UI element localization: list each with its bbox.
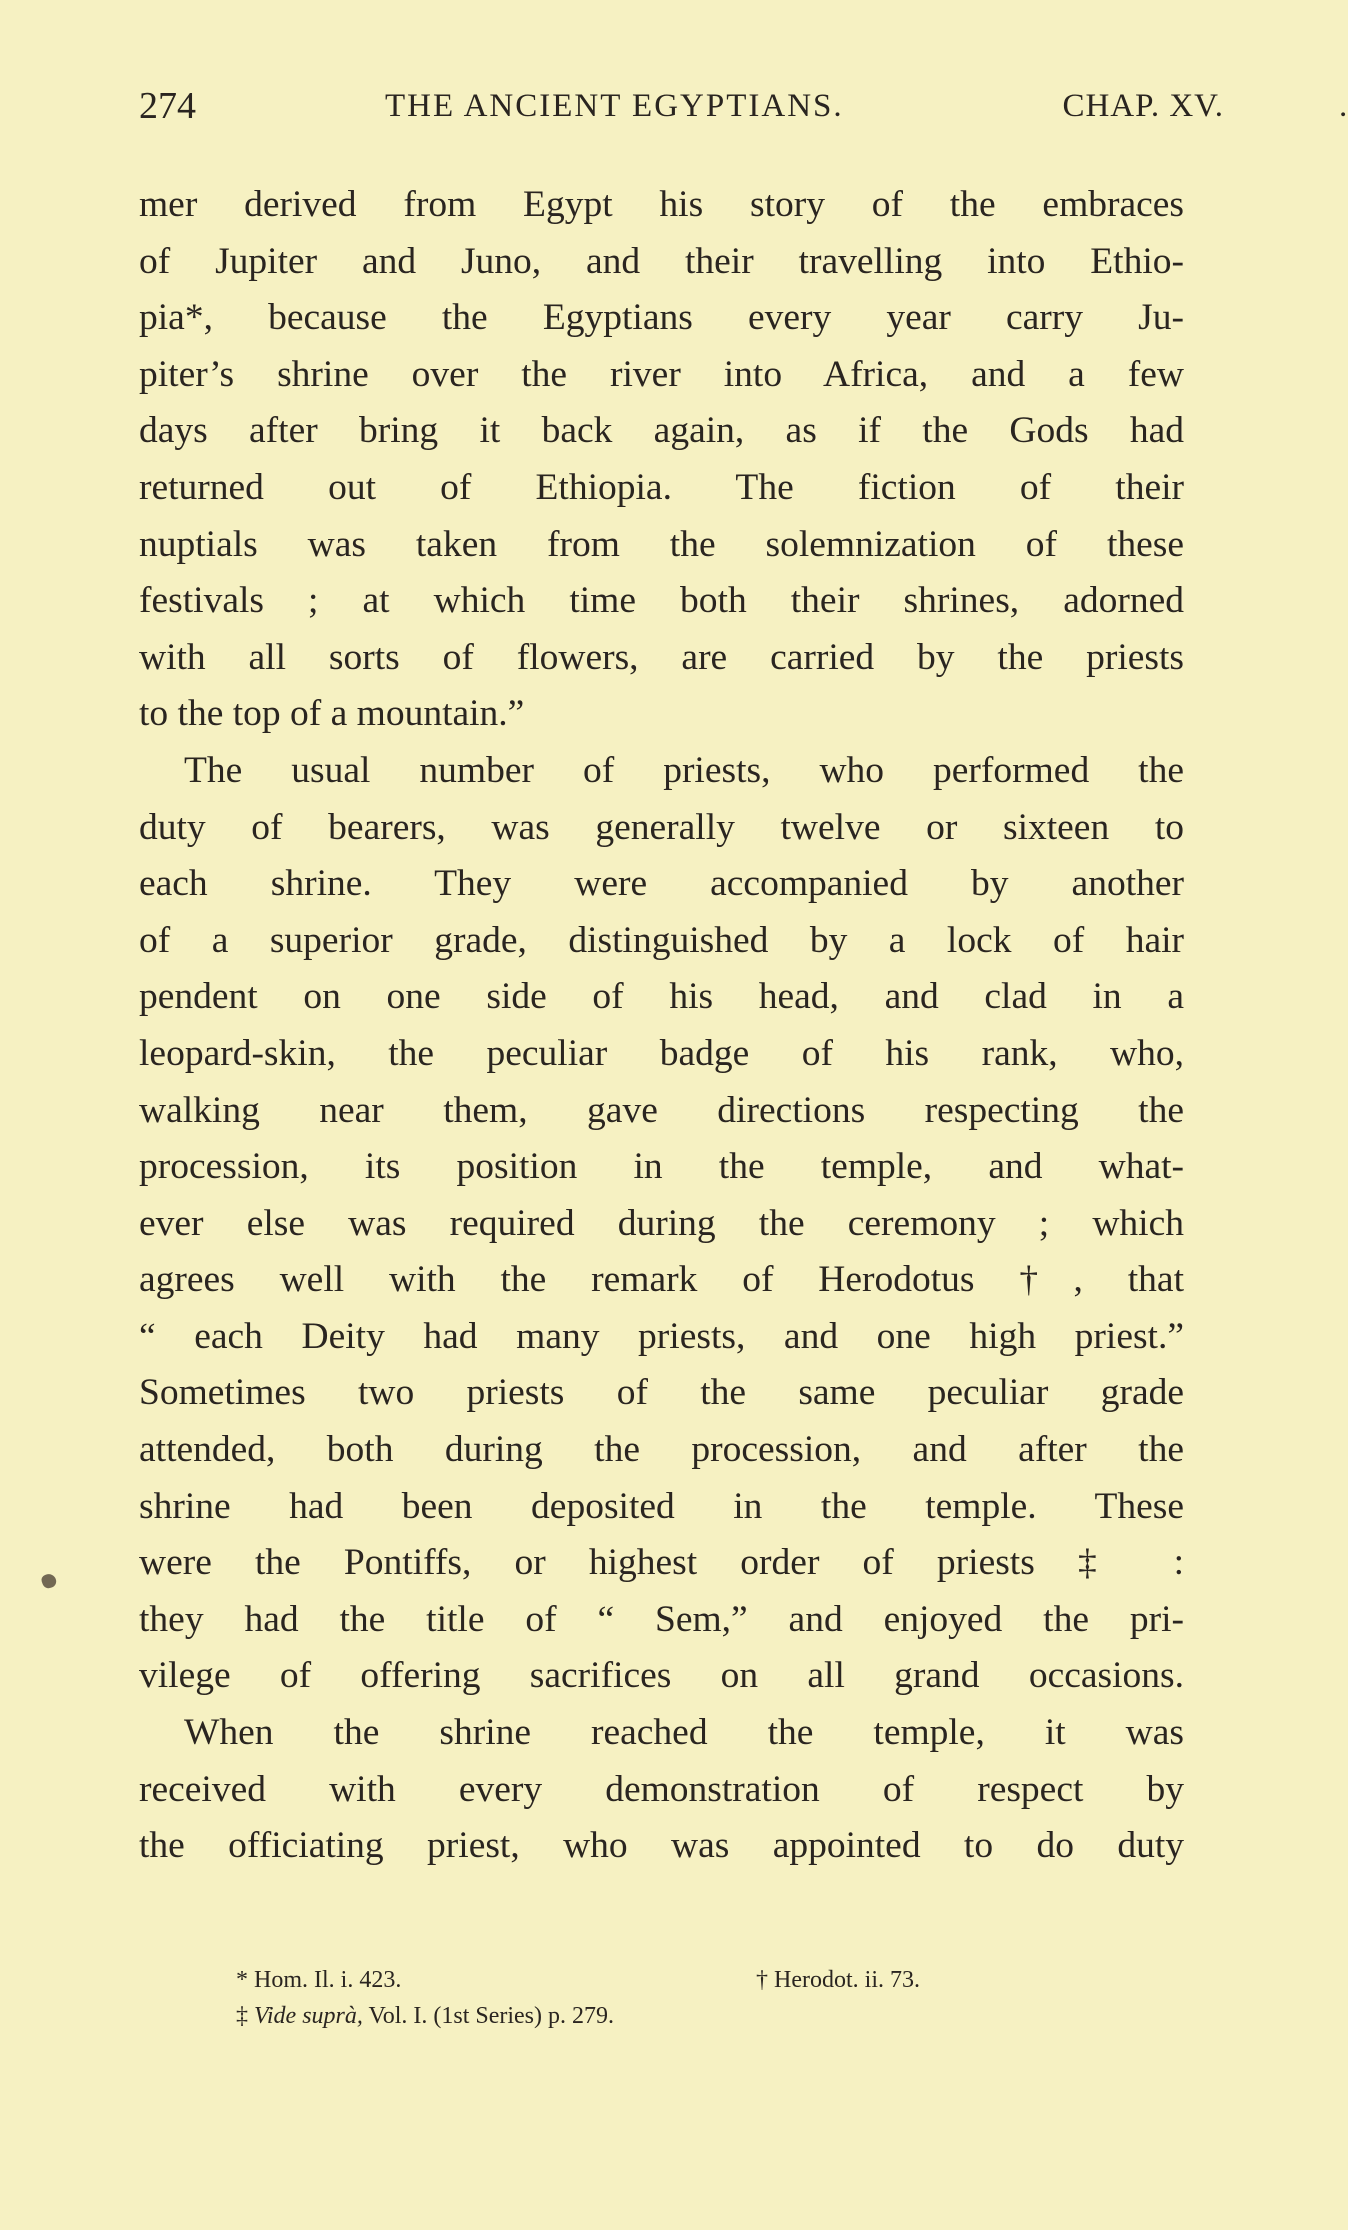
running-header: [139, 84, 1348, 128]
text-line: vilege of offering sacrifices on all grand occasions.: [139, 1655, 1184, 1697]
text-line: to the top of a mountain.”: [139, 693, 525, 735]
ink-blot: [40, 1572, 58, 1590]
text-line: pendent on one side of his head, and clad in a: [139, 976, 1184, 1018]
text-line: agrees well with the remark of Herodotus †, that: [139, 1259, 1184, 1301]
text-line: returned out of Ethiopia. The fiction of their: [139, 466, 1184, 508]
text-line: leopard-skin, the peculiar badge of his rank, who,: [139, 1032, 1184, 1074]
text-line: ever else was required during the ceremony ; which: [139, 1202, 1184, 1244]
text-line: “ each Deity had many priests, and one high priest.”: [139, 1315, 1184, 1357]
text-line: attended, both during the procession, and after the: [139, 1429, 1184, 1471]
text-line: days after bring it back again, as if the Gods had: [139, 410, 1184, 452]
text-line: with all sorts of flowers, are carried by the priests: [139, 636, 1184, 678]
text-line: each shrine. They were accompanied by another: [139, 863, 1184, 905]
text-line: received with every demonstration of respect by: [139, 1768, 1184, 1810]
text-line: When the shrine reached the temple, it was: [184, 1712, 1184, 1754]
text-line: they had the title of “ Sem,” and enjoyed the pri-: [139, 1598, 1184, 1640]
text-line: procession, its position in the temple, and what-: [139, 1146, 1184, 1188]
text-line: were the Pontiffs, or highest order of priests ‡ :: [139, 1542, 1184, 1584]
text-line: of a superior grade, distinguished by a lock of hair: [139, 919, 1184, 961]
text-line: duty of bearers, was generally twelve or sixteen to: [139, 806, 1184, 848]
text-line: pia*, because the Egyptians every year carry Ju-: [139, 297, 1184, 339]
text-line: nuptials was taken from the solemnization of these: [139, 523, 1184, 565]
footnote-row: [236, 1998, 1096, 2034]
text-line: The usual number of priests, who performed the: [184, 749, 1184, 791]
text-line: the officiating priest, who was appointed to do duty: [139, 1825, 1184, 1867]
chapter-label: CHAP. XV.: [1062, 88, 1224, 124]
text-line: mer derived from Egypt his story of the embraces: [139, 184, 1184, 225]
text-line: walking near them, gave directions respecting the: [139, 1089, 1184, 1131]
body-text: [139, 177, 1184, 1875]
footnote-ref-detail: Vol. I. (1st Series) p. 279.: [368, 2003, 615, 2029]
text-line: festivals ; at which time both their shrines, adorned: [139, 580, 1184, 622]
page-number: 274: [139, 85, 196, 127]
text-line: shrine had been deposited in the temple. These: [139, 1485, 1184, 1527]
text-line: Sometimes two priests of the same peculiar grade: [139, 1372, 1184, 1414]
header-trailing-mark: .: [1339, 88, 1348, 124]
footnote-italic-ref: Vide suprà,: [254, 2003, 363, 2029]
footnote-homer: * Hom. Il. i. 423.: [236, 1967, 402, 1993]
text-line: piter’s shrine over the river into Africa, and a few: [139, 353, 1184, 395]
footnote-vide-supra: [236, 1998, 614, 2034]
footnote-herodotus: † Herodot. ii. 73.: [756, 1967, 920, 1993]
running-title: THE ANCIENT EGYPTIANS.: [385, 88, 844, 124]
text-line: of Jupiter and Juno, and their travelling into Ethio-: [139, 240, 1184, 282]
footnote-mark: ‡: [236, 2003, 248, 2029]
footnote-row: [236, 1962, 1096, 1998]
footnotes: [236, 1962, 1096, 2034]
